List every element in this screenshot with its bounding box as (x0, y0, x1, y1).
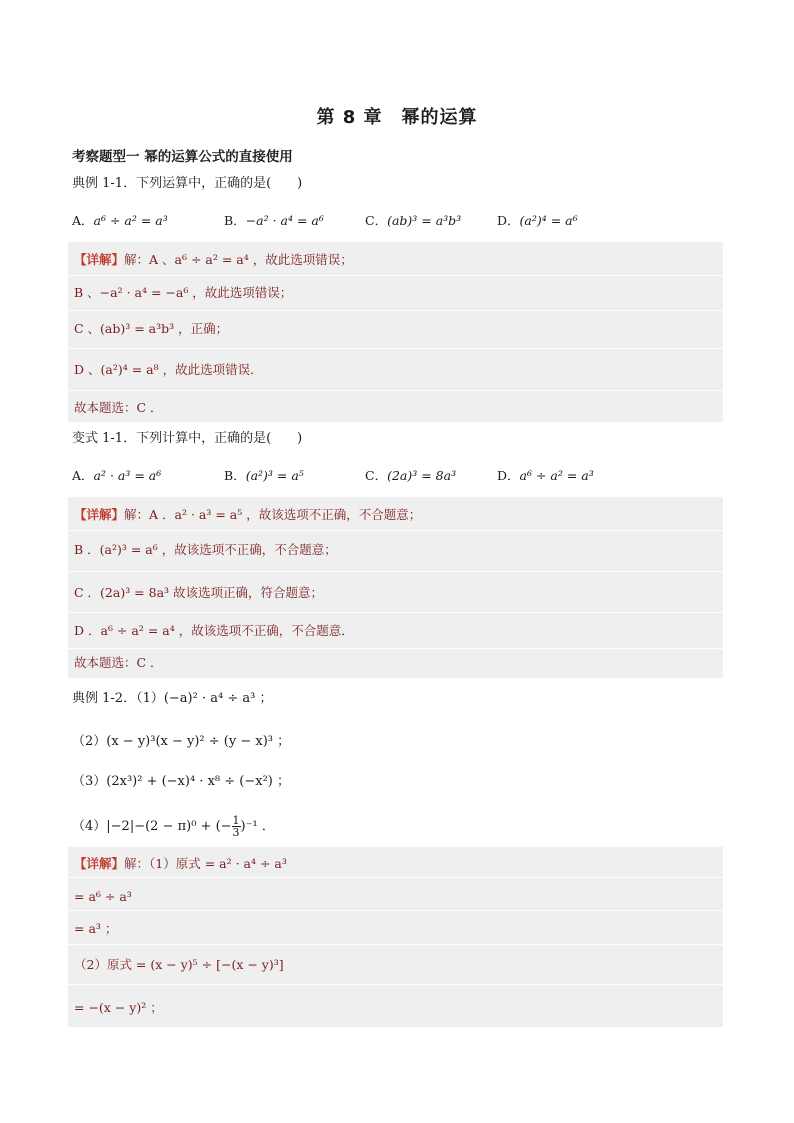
problem-item: （2）(x − y)³(x − y)² ÷ (y − x)³ ； (72, 734, 291, 749)
answer-line: 【详解】解：A 、a⁶ ÷ a² = a⁴ ，故此选项错误； (74, 252, 353, 267)
problem-item: （4）|−2|−(2 − π)⁰ + (− $\frac{1}{3}$ )⁻¹ ． (72, 814, 275, 839)
answer-line: C ．(2a)³ = 8a³ 故该选项正确，符合题意； (74, 585, 324, 600)
option-d: D．a⁶ ÷ a² = a³ (497, 468, 594, 483)
option-d: D．(a²)⁴ = a⁶ (497, 213, 578, 228)
answer-line: = −(x − y)² ； (74, 1000, 163, 1015)
answer-line: C 、(ab)³ = a³b³ ，正确； (74, 321, 229, 336)
option-b: B．−a² · a⁴ = a⁶ (224, 213, 324, 228)
answer-line: 故本题选：C ． (74, 400, 163, 415)
example-1-1-stem: 典例 1-1．下列运算中，正确的是( ) (72, 176, 303, 191)
option-c: C．(ab)³ = a³b³ (365, 213, 462, 228)
example-1-2-stem: 典例 1-2．（1）(−a)² · a⁴ ÷ a³ ； (72, 691, 273, 706)
option-a: A．a² · a³ = a⁶ (72, 468, 162, 483)
option-a: A．a⁶ ÷ a² = a³ (72, 213, 168, 228)
section-heading: 考察题型一 幂的运算公式的直接使用 (72, 149, 293, 165)
answer-line: 故本题选：C ． (74, 655, 163, 670)
answer-line: D ．a⁶ ÷ a² = a⁴ ，故该选项不正确，不合题意． (74, 623, 354, 638)
answer-line: = a³ ； (74, 921, 118, 936)
answer-line: （2）原式 = (x − y)⁵ ÷ [−(x − y)³] (74, 957, 284, 972)
answer-line: 【详解】解：（1）原式 = a² · a⁴ ÷ a³ (74, 856, 287, 871)
problem-item: （3）(2x³)² + (−x)⁴ · x⁸ ÷ (−x²) ； (72, 774, 290, 789)
answer-line: B 、−a² · a⁴ = −a⁶ ，故此选项错误； (74, 285, 293, 300)
fraction: $\frac{1}{3}$ (232, 814, 240, 839)
answer-line: D 、(a²)⁴ = a⁸ ，故此选项错误． (74, 362, 263, 377)
option-b: B．(a²)³ = a⁵ (224, 468, 304, 483)
answer-line: = a⁶ ÷ a³ (74, 889, 132, 904)
answer-line: 【详解】解：A ．a² · a³ = a⁵ ，故该选项不正确，不合题意； (74, 507, 422, 522)
answer-line: B ．(a²)³ = a⁶ ，故该选项不正确，不合题意； (74, 542, 337, 557)
answer-block (68, 847, 723, 1027)
variant-1-1-stem: 变式 1-1．下列计算中，正确的是( ) (72, 431, 303, 446)
page-title: 第 8 章 幂的运算 (316, 107, 478, 128)
option-c: C．(2a)³ = 8a³ (365, 468, 457, 483)
